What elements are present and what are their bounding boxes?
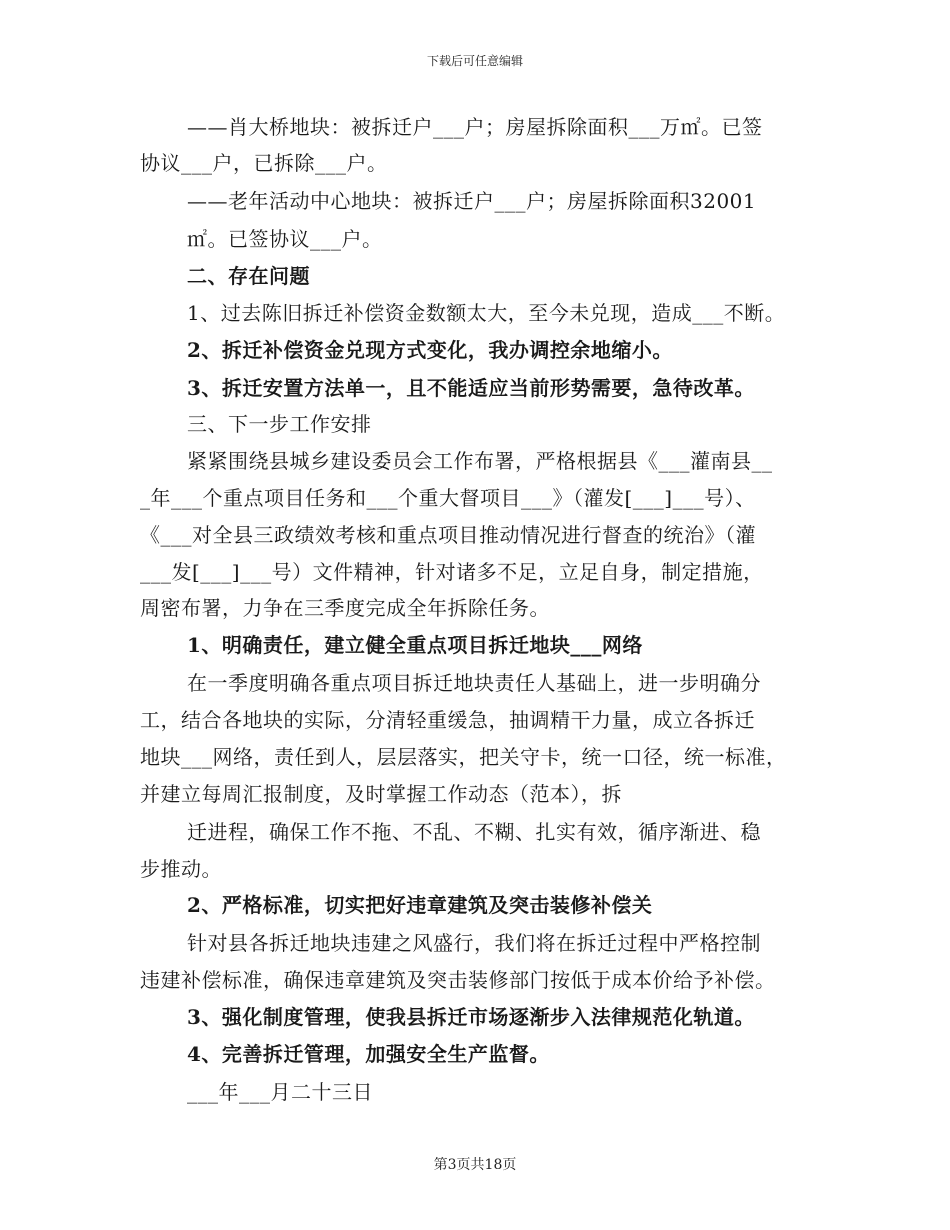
paragraph-line: 迁进程，确保工作不拖、不乱、不糊、扎实有效，循序渐进、稳 (187, 820, 761, 844)
paragraph-line: 2、拆迁补偿资金兑现方式变化，我办调控余地缩小。 (187, 338, 673, 362)
subsection-heading: 4、完善拆迁管理，加强安全生产监督。 (187, 1042, 550, 1066)
paragraph-line: 针对县各拆迁地块违建之风盛行，我们将在拆迁过程中严格控制 (187, 931, 761, 955)
paragraph-line: 协议___户，已拆除___户。 (140, 151, 388, 175)
subsection-heading: 3、强化制度管理，使我县拆迁市场逐渐步入法律规范化轨道。 (187, 1005, 755, 1029)
section-heading: 三、下一步工作安排 (187, 412, 372, 436)
paragraph-line: 步推动。 (140, 857, 222, 881)
paragraph-line: _年___个重点项目任务和___个重大督项目___》（灌发[___]___号）、 (140, 486, 756, 510)
paragraph-line: ___发[___]___号）文件精神，针对诸多不足，立足自身，制定措施， (140, 560, 764, 584)
paragraph-line: 地块___网络，责任到人，层层落实，把关守卡，统一口径，统一标准， (140, 745, 787, 769)
paragraph-line: 周密布署，力争在三季度完成全年拆除任务。 (140, 596, 550, 620)
date-line: ___年___月二十三日 (187, 1080, 373, 1104)
subsection-heading: 2、严格标准，切实把好违章建筑及突击装修补偿关 (187, 893, 653, 917)
paragraph-line: 《___对全县三政绩效考核和重点项目推动情况进行督查的统治》（灌 (140, 523, 756, 547)
paragraph-line: 违建补偿标准，确保违章建筑及突击装修部门按低于成本价给予补偿。 (140, 968, 776, 992)
paragraph-line: 1、过去陈旧拆迁补偿资金数额太大，至今未兑现，造成___不断。 (187, 301, 786, 325)
paragraph-line: 并建立每周汇报制度，及时掌握工作动态（范本），拆 (140, 782, 622, 806)
paragraph-line: ——老年活动中心地块：被拆迁户___户；房屋拆除面积32001 (187, 189, 757, 213)
page-header: 下载后可任意编辑 (426, 54, 523, 68)
section-heading: 二、存在问题 (187, 264, 310, 288)
paragraph-line: 3、拆迁安置方法单一，且不能适应当前形势需要，急待改革。 (187, 376, 755, 400)
page-footer: 第3页共18页 (433, 1157, 517, 1173)
paragraph-line: ㎡。已签协议___户。 (187, 227, 383, 251)
paragraph-line: ——肖大桥地块：被拆迁户___户；房屋拆除面积___万㎡。已签 (187, 115, 763, 139)
subsection-heading: 1、明确责任，建立健全重点项目拆迁地块___网络 (187, 633, 643, 657)
paragraph-line: 在一季度明确各重点项目拆迁地块责任人基础上，进一步明确分 (187, 671, 761, 695)
paragraph-line: 工，结合各地块的实际，分清轻重缓急，抽调精干力量，成立各拆迁 (140, 708, 755, 732)
paragraph-line: 紧紧围绕县城乡建设委员会工作布署，严格根据县《___灌南县__ (187, 449, 773, 473)
